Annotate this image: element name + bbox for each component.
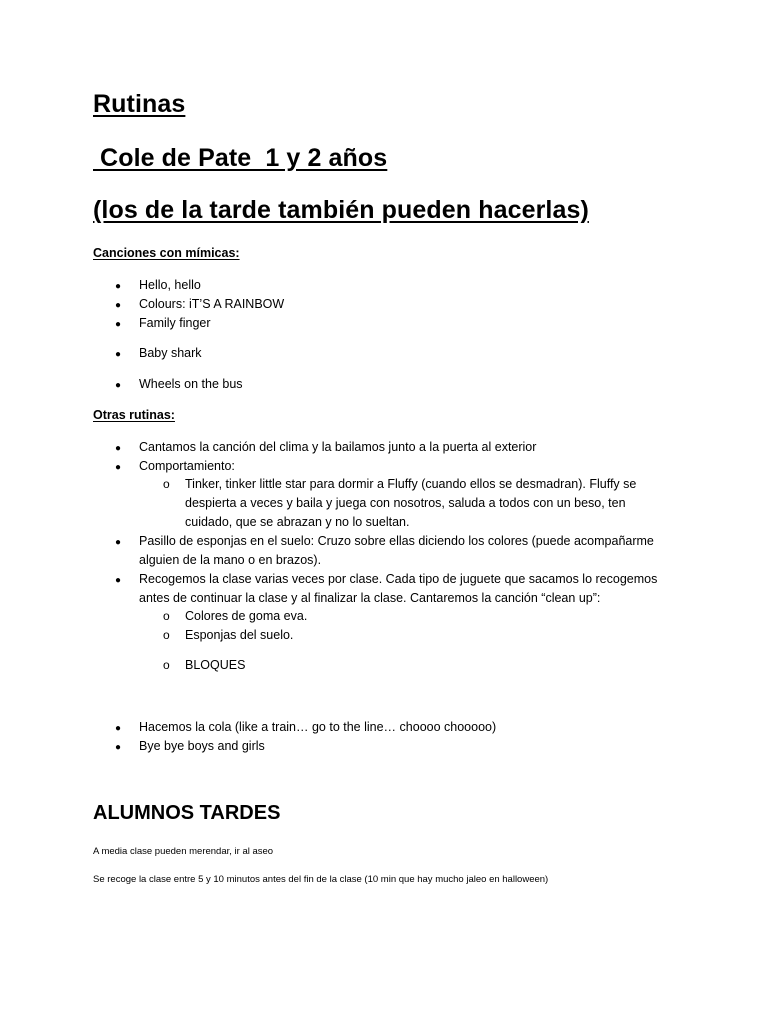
routine-subitem: Esponjas del suelo. — [185, 628, 294, 642]
routine-subitem: Tinker, tinker little star para dormir a Fluffy (cuando ellos se desmadran). Fluffy se despierta a veces y baila y juega con nosotros, saluda a todos con un beso, ten cuidado, que se abrazan y no lo sueltan. — [185, 477, 637, 529]
circle-marker: o — [163, 609, 170, 623]
bullet-marker: ● — [115, 723, 122, 734]
routines-heading: Otras rutinas: — [93, 408, 175, 422]
document-subtitle: Cole de Pate 1 y 2 años — [93, 144, 388, 172]
routine-subitem: BLOQUES — [185, 658, 246, 672]
routine-item: Pasillo de esponjas en el suelo: Cruzo sobre ellas diciendo los colores (puede acompañarme alguien de la mano o en brazos). — [139, 534, 654, 567]
circle-marker: o — [163, 628, 170, 642]
routine-item: Comportamiento: — [139, 459, 235, 473]
bullet-marker: ● — [115, 281, 122, 292]
bullet-marker: ● — [115, 300, 122, 311]
bullet-marker: ● — [115, 575, 122, 586]
song-item: Baby shark — [139, 346, 202, 360]
bullet-marker: ● — [115, 537, 122, 548]
song-item: Wheels on the bus — [139, 377, 243, 391]
song-item: Hello, hello — [139, 278, 201, 292]
song-item: Family finger — [139, 316, 211, 330]
afternoon-line: Se recoge la clase entre 5 y 10 minutos antes del fin de la clase (10 min que hay mucho jaleo en halloween) — [93, 874, 549, 885]
song-item: Colours: iT’S A RAINBOW — [139, 297, 285, 311]
document-title: Rutinas — [93, 90, 186, 118]
afternoon-heading: ALUMNOS TARDES — [93, 802, 281, 824]
afternoon-line: A media clase pueden merendar, ir al aseo — [93, 846, 274, 857]
bullet-marker: ● — [115, 349, 122, 360]
routine-subitem: Colores de goma eva. — [185, 609, 308, 623]
document-subtitle-2: (los de la tarde también pueden hacerlas) — [93, 196, 589, 224]
circle-marker: o — [163, 658, 170, 672]
bullet-marker: ● — [115, 443, 122, 454]
bullet-marker: ● — [115, 742, 122, 753]
routine-item: Bye bye boys and girls — [139, 739, 265, 753]
songs-heading: Canciones con mímicas: — [93, 246, 240, 260]
routine-item: Recogemos la clase varias veces por clase. Cada tipo de juguete que sacamos lo recogemos antes de continuar la clase y al finalizar la clase. Cantaremos la canción “clean up”: — [139, 572, 658, 605]
bullet-marker: ● — [115, 319, 122, 330]
routine-item: Cantamos la canción del clima y la bailamos junto a la puerta al exterior — [139, 440, 537, 454]
routine-item: Hacemos la cola (like a train… go to the line… choooo chooooo) — [139, 720, 497, 734]
bullet-marker: ● — [115, 380, 122, 391]
bullet-marker: ● — [115, 462, 122, 473]
circle-marker: o — [163, 477, 170, 491]
